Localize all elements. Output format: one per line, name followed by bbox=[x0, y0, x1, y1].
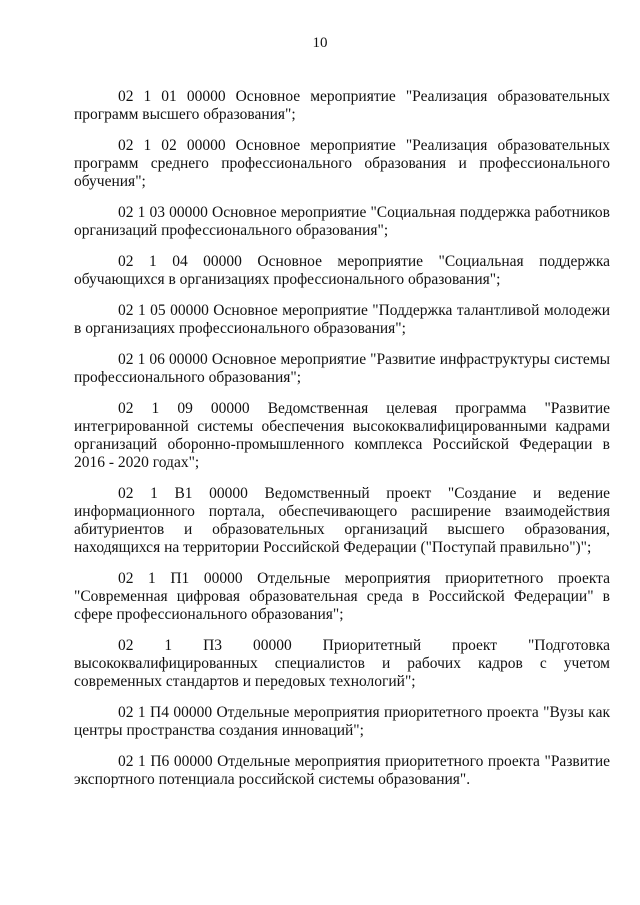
paragraph-02-1-04: 02 1 04 00000 Основное мероприятие "Социальная поддержка обучающихся в организациях профессионального образования"; bbox=[74, 253, 610, 288]
page-number: 10 bbox=[312, 35, 328, 51]
paragraph-02-1-v1: 02 1 В1 00000 Ведомственный проект "Создание и ведение информационного портала, обеспечивающего расширение взаимодействия абитуриентов и образовательных организаций высшего образования, находящихся на территории Российской Федерации ("Поступай правильно")"; bbox=[74, 485, 610, 556]
paragraph-02-1-06: 02 1 06 00000 Основное мероприятие "Развитие инфраструктуры системы профессионального образования"; bbox=[74, 351, 610, 386]
document-body bbox=[74, 88, 610, 802]
paragraph-02-1-05: 02 1 05 00000 Основное мероприятие "Поддержка талантливой молодежи в организациях профессионального образования"; bbox=[74, 302, 610, 337]
paragraph-02-1-03: 02 1 03 00000 Основное мероприятие "Социальная поддержка работников организаций профессионального образования"; bbox=[74, 204, 610, 239]
paragraph-02-1-01: 02 1 01 00000 Основное мероприятие "Реализация образовательных программ высшего образования"; bbox=[74, 88, 610, 123]
paragraph-02-1-p3: 02 1 П3 00000 Приоритетный проект "Подготовка высококвалифицированных специалистов и рабочих кадров с учетом современных стандартов и передовых технологий"; bbox=[74, 637, 610, 690]
paragraph-02-1-p6: 02 1 П6 00000 Отдельные мероприятия приоритетного проекта "Развитие экспортного потенциала российской системы образования". bbox=[74, 753, 610, 788]
paragraph-02-1-p4: 02 1 П4 00000 Отдельные мероприятия приоритетного проекта "Вузы как центры пространства создания инноваций"; bbox=[74, 704, 610, 739]
paragraph-02-1-02: 02 1 02 00000 Основное мероприятие "Реализация образовательных программ среднего профессионального образования и профессионального обучения"; bbox=[74, 137, 610, 190]
paragraph-02-1-p1: 02 1 П1 00000 Отдельные мероприятия приоритетного проекта "Современная цифровая образовательная среда в Российской Федерации" в сфере профессионального образования"; bbox=[74, 570, 610, 623]
paragraph-02-1-09: 02 1 09 00000 Ведомственная целевая программа "Развитие интегрированной системы обеспечения высококвалифицированными кадрами организаций оборонно-промышленного комплекса Российской Федерации в 2016 - 2020 годах"; bbox=[74, 400, 610, 471]
